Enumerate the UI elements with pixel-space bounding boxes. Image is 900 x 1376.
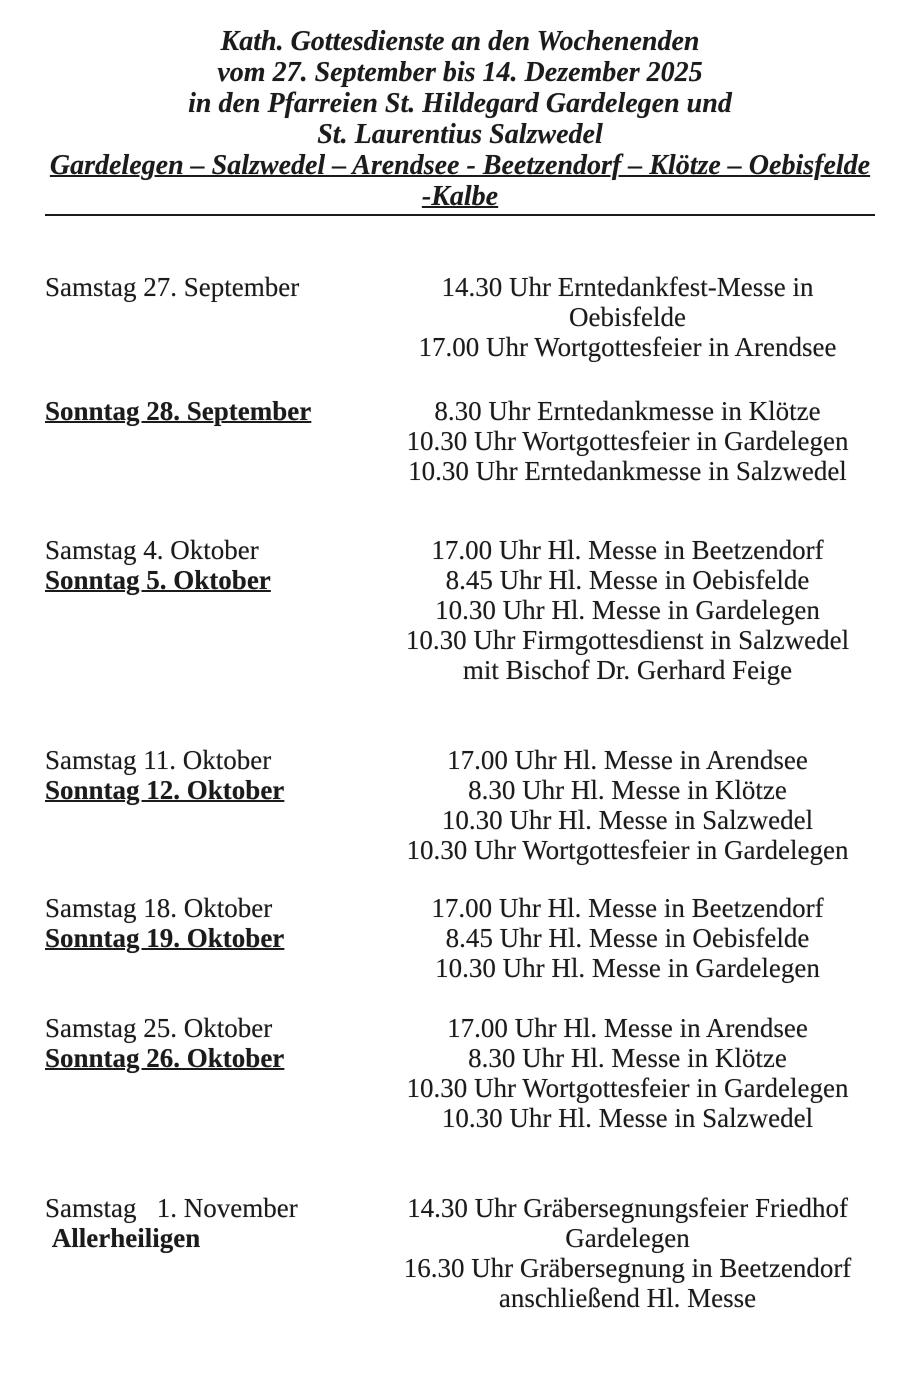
date-label: Samstag 11. Oktober xyxy=(45,745,272,775)
event-line: 17.00 Uhr Hl. Messe in Beetzendorf xyxy=(431,535,824,565)
event-line: 10.30 Uhr Hl. Messe in Gardelegen xyxy=(435,595,820,625)
parishes-line-2: St. Laurentius Salzwedel xyxy=(317,119,603,150)
event-line: 10.30 Uhr Wortgottesfeier in Gardelegen xyxy=(406,835,849,865)
event-line: 8.45 Uhr Hl. Messe in Oebisfelde xyxy=(445,565,810,595)
date-label: Sonntag 5. Oktober xyxy=(45,565,271,595)
schedule-section xyxy=(45,396,900,486)
event-line: 17.00 Uhr Hl. Messe in Beetzendorf xyxy=(431,893,824,923)
schedule-section xyxy=(45,1193,900,1313)
schedule-section xyxy=(45,535,900,685)
date-label: Samstag 18. Oktober xyxy=(45,893,273,923)
schedule-section xyxy=(45,272,900,362)
date-column xyxy=(45,893,355,983)
event-column xyxy=(355,1193,900,1313)
date-label: Sonntag 12. Oktober xyxy=(45,775,285,805)
event-line: 10.30 Uhr Wortgottesfeier in Gardelegen xyxy=(406,426,849,456)
event-line: 10.30 Uhr Hl. Messe in Salzwedel xyxy=(441,1103,814,1133)
event-line: 14.30 Uhr Erntedankfest-Messe in xyxy=(441,272,814,302)
event-line: 8.30 Uhr Hl. Messe in Klötze xyxy=(468,775,787,805)
date-label: Samstag 27. September xyxy=(45,272,300,302)
event-line: 10.30 Uhr Hl. Messe in Salzwedel xyxy=(441,805,814,835)
event-line: Gardelegen xyxy=(565,1223,690,1253)
date-label: Sonntag 28. September xyxy=(45,396,312,426)
event-column xyxy=(355,745,900,865)
schedule-section xyxy=(45,893,900,983)
event-line: 10.30 Uhr Wortgottesfeier in Gardelegen xyxy=(406,1073,849,1103)
date-range-line: vom 27. September bis 14. Dezember 2025 xyxy=(217,57,703,88)
date-label: Sonntag 19. Oktober xyxy=(45,923,285,953)
event-column xyxy=(355,1013,900,1133)
event-line: 17.00 Uhr Wortgottesfeier in Arendsee xyxy=(418,332,837,362)
event-line: 8.30 Uhr Erntedankmesse in Klötze xyxy=(434,396,821,426)
date-label: Samstag 1. November xyxy=(45,1193,298,1223)
event-line: 14.30 Uhr Gräbersegnungsfeier Friedhof xyxy=(407,1193,848,1223)
date-label: Samstag 4. Oktober xyxy=(45,535,259,565)
page-title: Kath. Gottesdienste an den Wochenenden xyxy=(220,26,700,57)
locations-line xyxy=(45,150,875,216)
schedule-section xyxy=(45,745,900,865)
event-column xyxy=(355,396,900,486)
date-label: Allerheiligen xyxy=(45,1223,201,1253)
locations-text: Gardelegen – Salzwedel – Arendsee - Beetzendorf – Klötze – Oebisfelde -Kalbe xyxy=(49,150,871,212)
schedule-section xyxy=(45,1013,900,1133)
event-line: 10.30 Uhr Erntedankmesse in Salzwedel xyxy=(408,456,847,486)
parishes-line-1: in den Pfarreien St. Hildegard Gardelegen und xyxy=(188,88,732,119)
date-column xyxy=(45,396,355,486)
event-line: 10.30 Uhr Hl. Messe in Gardelegen xyxy=(435,953,820,983)
event-line: 17.00 Uhr Hl. Messe in Arendsee xyxy=(447,1013,808,1043)
date-column xyxy=(45,745,355,865)
date-column xyxy=(45,1013,355,1133)
event-line: 8.45 Uhr Hl. Messe in Oebisfelde xyxy=(445,923,810,953)
date-column xyxy=(45,272,355,362)
event-line: anschließend Hl. Messe xyxy=(498,1283,757,1313)
event-column xyxy=(355,535,900,685)
event-line: Oebisfelde xyxy=(569,302,686,332)
event-line: 10.30 Uhr Firmgottesdienst in Salzwedel xyxy=(405,625,850,655)
document-header xyxy=(45,26,875,216)
date-column xyxy=(45,1193,355,1313)
event-line: mit Bischof Dr. Gerhard Feige xyxy=(462,655,793,685)
event-line: 16.30 Uhr Gräbersegnung in Beetzendorf xyxy=(403,1253,852,1283)
event-line: 17.00 Uhr Hl. Messe in Arendsee xyxy=(447,745,808,775)
event-column xyxy=(355,893,900,983)
date-label: Samstag 25. Oktober xyxy=(45,1013,273,1043)
event-column xyxy=(355,272,900,362)
event-line: 8.30 Uhr Hl. Messe in Klötze xyxy=(468,1043,787,1073)
date-column xyxy=(45,535,355,685)
date-label: Sonntag 26. Oktober xyxy=(45,1043,285,1073)
